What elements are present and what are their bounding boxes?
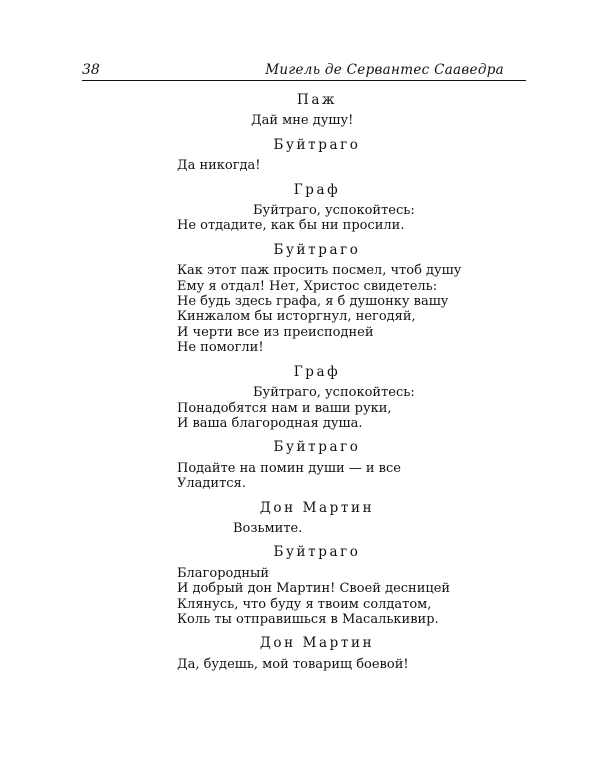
speaker-name: Буйтраго xyxy=(273,544,361,561)
page-header xyxy=(82,60,526,82)
speaker-name: Буйтраго xyxy=(273,439,361,456)
verse-line: Ему я отдал! Нет, Христос свидетель: xyxy=(177,278,438,294)
verse-line: Благородный xyxy=(177,565,270,581)
running-title: Мигель де Сервантес Сааведра xyxy=(265,62,504,78)
verse-line: Клянусь, что буду я твоим солдатом, xyxy=(177,596,432,612)
verse-line: Кинжалом бы исторгнул, негодяй, xyxy=(177,309,416,325)
verse-line: Подайте на помин души — и все xyxy=(177,460,401,476)
verse-line: И добрый дон Мартин! Своей десницей xyxy=(177,581,451,597)
speaker-name: Буйтраго xyxy=(273,241,361,258)
verse-line: Не помогли! xyxy=(177,340,264,356)
verse-line: Да, будешь, мой товарищ боевой! xyxy=(177,656,409,672)
play-text xyxy=(177,93,477,672)
header-rule xyxy=(82,80,526,81)
verse-line: Буйтраго, успокойтесь: xyxy=(253,203,415,219)
verse-line: Коль ты отправишься в Масалькивир. xyxy=(177,611,439,627)
verse-line: Как этот паж просить посмел, чтоб душу xyxy=(177,263,462,279)
verse-line: Не отдадите, как бы ни просили. xyxy=(177,218,405,234)
verse-line: Не будь здесь графа, я б душонку вашу xyxy=(177,294,449,310)
verse-line: Буйтраго, успокойтесь: xyxy=(253,385,415,401)
verse-line: И ваша благородная душа. xyxy=(177,415,363,431)
speaker-name: Граф xyxy=(293,181,341,198)
speaker-name: Дон Мартин xyxy=(259,499,375,516)
speaker-name: Буйтраго xyxy=(273,136,361,153)
verse-line: Да никогда! xyxy=(177,158,261,174)
verse-line: Уладится. xyxy=(177,476,246,492)
speaker-name: Граф xyxy=(293,363,341,380)
verse-line: Дай мне душу! xyxy=(251,113,354,129)
speaker-name: Дон Мартин xyxy=(259,635,375,652)
speaker-name: Паж xyxy=(296,92,338,108)
verse-line: Понадобятся нам и ваши руки, xyxy=(177,400,392,416)
verse-line: Возьмите. xyxy=(233,520,303,536)
verse-line: И черти все из преисподней xyxy=(177,324,374,340)
page-number: 38 xyxy=(82,62,100,78)
